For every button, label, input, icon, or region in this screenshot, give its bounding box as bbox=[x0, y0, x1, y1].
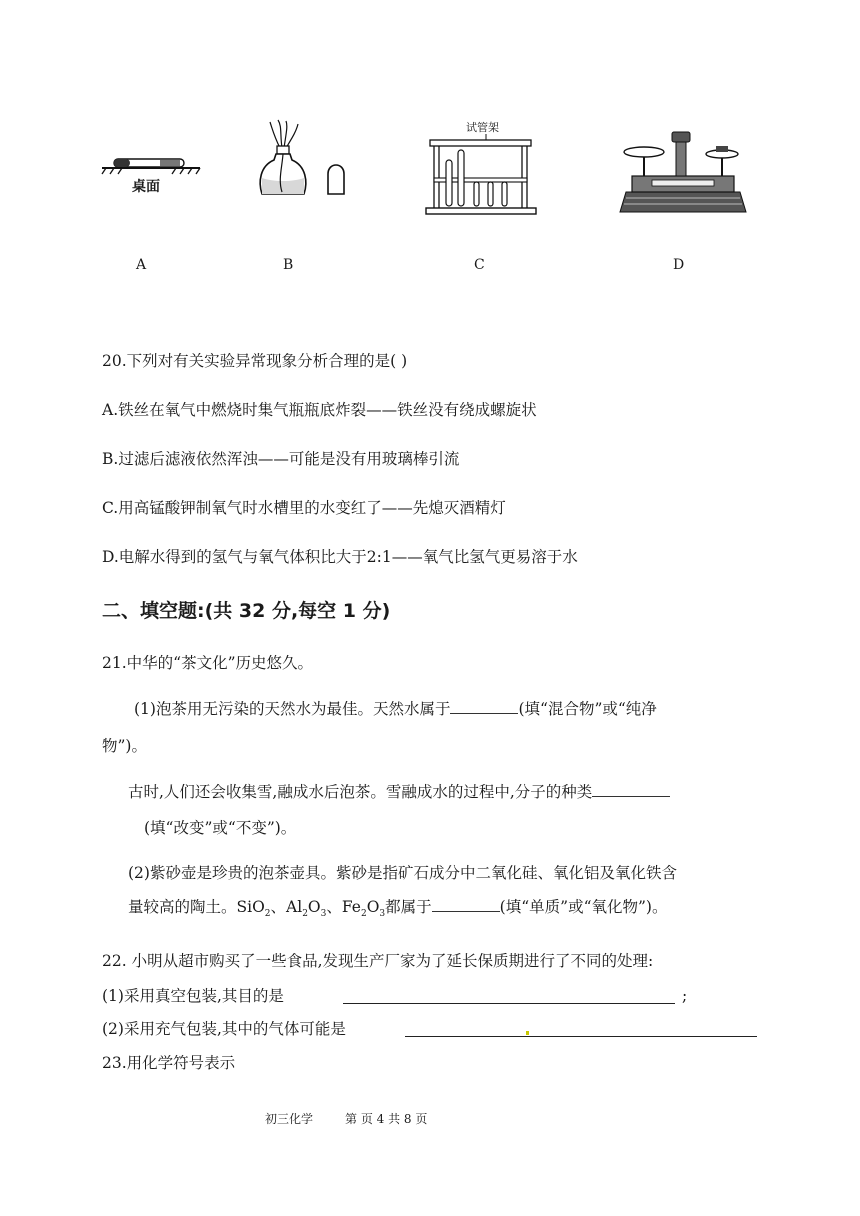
q23-stem: 23.用化学符号表示 bbox=[102, 1054, 236, 1072]
q21-blank-2[interactable] bbox=[592, 782, 670, 797]
q22-part1-end: ; bbox=[682, 987, 688, 1005]
q20-option-c: C.用高锰酸钾制氧气时水槽里的水变红了——先熄灭酒精灯 bbox=[102, 499, 506, 517]
q20-option-b: B.过滤后滤液依然浑浊——可能是没有用玻璃棒引流 bbox=[102, 450, 460, 468]
figure-c-label: C bbox=[474, 257, 485, 273]
q21-part2-line2: 量较高的陶土。SiO$_2$、$Al_2O_3$、$Fe_2O_3$都属于 (填“单质”或“氧化物”)。 bbox=[128, 898, 668, 920]
q20-stem: 20.下列对有关实验异常现象分析合理的是( ) bbox=[102, 352, 408, 370]
figure-d-label: D bbox=[673, 257, 685, 273]
figure-b-alcohol-lamp bbox=[248, 118, 358, 200]
q21-snow-line2: (填“改变”或“不变”)。 bbox=[144, 819, 297, 837]
section-title: 二、填空题:(共 32 分,每空 1 分) bbox=[102, 600, 391, 622]
q22-blank-1[interactable] bbox=[343, 989, 675, 1004]
figure-a-caption: 桌面 bbox=[132, 179, 160, 195]
figure-c-caption: 试管架 bbox=[466, 121, 499, 134]
figure-d-balance bbox=[618, 128, 748, 216]
q20-option-d: D.电解水得到的氢气与氧气体积比大于2:1——氧气比氢气更易溶于水 bbox=[102, 548, 578, 566]
footer-subject: 初三化学 bbox=[265, 1112, 314, 1126]
q21-blank-1[interactable] bbox=[450, 699, 518, 714]
q22-part2: (2)采用充气包装,其中的气体可能是 bbox=[102, 1020, 346, 1038]
q21-part2-line1: (2)紫砂壶是珍贵的泡茶壶具。紫砂是指矿石成分中二氧化硅、氧化铝及氧化铁含 bbox=[128, 864, 677, 882]
figure-a-label: A bbox=[136, 257, 147, 273]
q20-option-a: A.铁丝在氧气中燃烧时集气瓶瓶底炸裂——铁丝没有绕成螺旋状 bbox=[102, 401, 537, 419]
q21-snow-line1: 古时,人们还会收集雪,融成水后泡茶。雪融成水的过程中,分子的种类 bbox=[128, 781, 670, 803]
q21-stem: 21.中华的“茶文化”历史悠久。 bbox=[102, 654, 313, 672]
stray-mark bbox=[526, 1031, 529, 1035]
q22-stem: 22. 小明从超市购买了一些食品,发现生产厂家为了延长保质期进行了不同的处理: bbox=[102, 952, 654, 970]
q21-part1-line1: (1)泡茶用无污染的天然水为最佳。天然水属于 (填“混合物”或“纯净 bbox=[134, 700, 657, 718]
q21-part1-line2: 物”)。 bbox=[102, 737, 147, 755]
q22-blank-2[interactable] bbox=[405, 1022, 757, 1037]
figure-b-label: B bbox=[283, 257, 294, 273]
q22-part1: (1)采用真空包装,其目的是 bbox=[102, 987, 284, 1005]
q21-blank-3[interactable] bbox=[432, 897, 500, 912]
footer-page-number: 第 页 4 共 8 页 bbox=[345, 1112, 428, 1126]
